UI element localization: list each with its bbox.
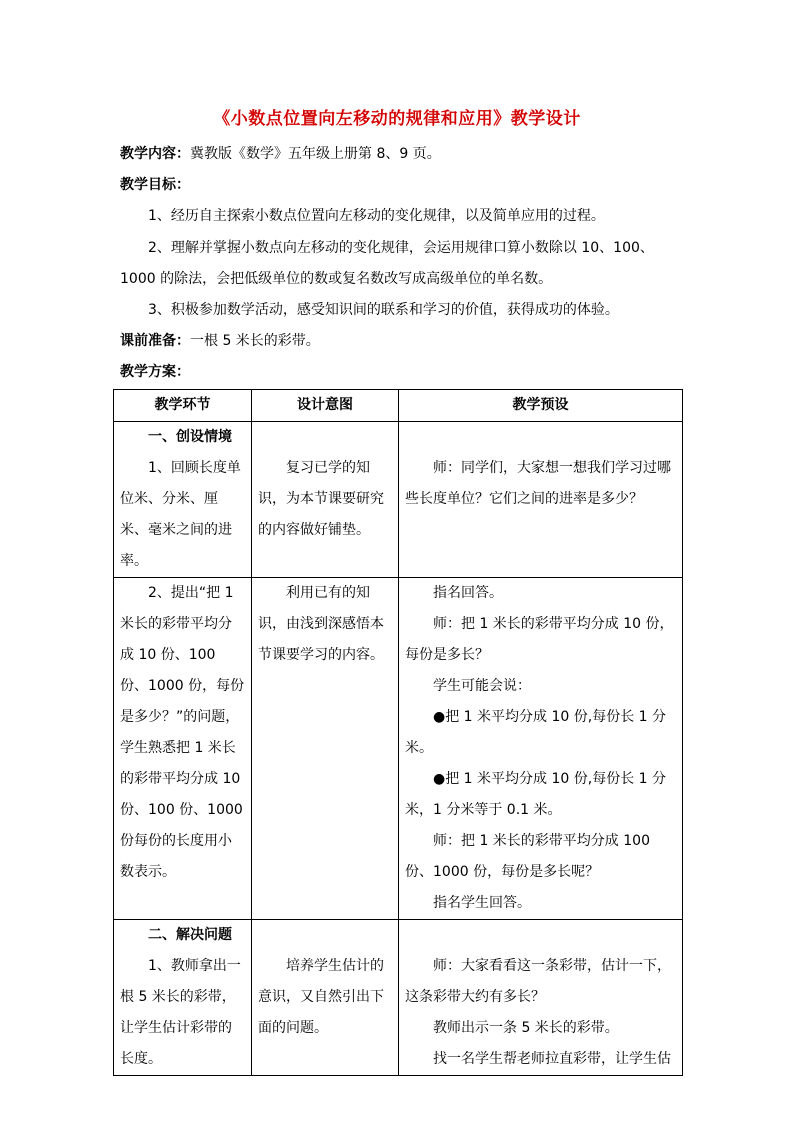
intent-cell xyxy=(252,578,399,920)
intent-text: 培养学生估计的意识，又自然引出下面的问题。 xyxy=(258,958,384,1036)
stage-cell xyxy=(114,422,252,578)
stage-text: 1、回顾长度单位米、分米、厘米、毫米之间的进率。 xyxy=(120,460,241,569)
preset-text: 教师出示一条 5 米长的彩带。 xyxy=(433,1020,619,1036)
prep-label: 课前准备： xyxy=(120,333,190,349)
intent-cell xyxy=(252,422,399,578)
preset-text: 师：把 1 米长的彩带平均分成 100 份、1000 份，每份是多长呢？ xyxy=(405,833,650,880)
plan-label: 教学方案： xyxy=(120,364,190,380)
table-row xyxy=(114,920,683,1076)
prep-line xyxy=(120,326,680,357)
prep-text: 一根 5 米长的彩带。 xyxy=(190,333,320,349)
header-preset: 教学预设 xyxy=(399,390,683,422)
plan-table xyxy=(113,389,683,1076)
intent-text: 利用已有的知识，由浅到深感悟本节课要学习的内容。 xyxy=(258,585,384,663)
preset-text: 学生可能会说： xyxy=(433,678,531,694)
objective-1: 1、经历自主探索小数点位置向左移动的变化规律，以及简单应用的过程。 xyxy=(148,208,605,224)
table-row xyxy=(114,578,683,920)
content-label: 教学内容： xyxy=(120,146,190,162)
table-row xyxy=(114,422,683,578)
stage-text: 1、教师拿出一根 5 米长的彩带，让学生估计彩带的长度。 xyxy=(120,958,241,1067)
objective-2: 2、理解并掌握小数点向左移动的变化规律，会运用规律口算小数除以 10、100、1000 的除法，会把低级单位的数或复名数改写成高级单位的单名数。 xyxy=(120,240,654,287)
intent-cell xyxy=(252,920,399,1076)
stage-cell xyxy=(114,920,252,1076)
stage-text: 2、提出“把 1 米长的彩带平均分成 10 份、100 份、1000 份，每份是多少？”的问题，学生熟悉把 1 米长的彩带平均分成 10 份、100 份、1000 份每份的长度用小数表示。 xyxy=(120,585,245,880)
preset-bullet: ●把 1 米平均分成 10 份,每份长 1 分米，1 分米等于 0.1 米。 xyxy=(405,771,666,818)
preset-text: 指名学生回答。 xyxy=(433,895,531,911)
header-intent: 设计意图 xyxy=(252,390,399,422)
content-text: 冀教版《数学》五年级上册第 8、9 页。 xyxy=(190,146,441,162)
preset-bullet: ●把 1 米平均分成 10 份,每份长 1 分米。 xyxy=(405,709,666,756)
preset-cell xyxy=(399,578,683,920)
preset-text: 师：同学们，大家想一想我们学习过哪些长度单位？它们之间的进率是多少？ xyxy=(405,460,671,507)
intent-text: 复习已学的知识，为本节课要研究的内容做好铺垫。 xyxy=(258,460,384,538)
preset-text: 指名回答。 xyxy=(433,585,503,601)
objective-3: 3、积极参加数学活动，感受知识间的联系和学习的价值，获得成功的体验。 xyxy=(148,302,619,318)
preset-text: 师：大家看看这一条彩带，估计一下，这条彩带大约有多长？ xyxy=(405,958,671,1005)
preset-text: 师：把 1 米长的彩带平均分成 10 份，每份是多长？ xyxy=(405,616,674,663)
table-header-row xyxy=(114,390,683,422)
preset-text: 找一名学生帮老师拉直彩带，让学生估 xyxy=(433,1051,671,1067)
section-title: 二、解决问题 xyxy=(148,927,232,943)
preset-cell xyxy=(399,920,683,1076)
preset-cell xyxy=(399,422,683,578)
header-stage: 教学环节 xyxy=(114,390,252,422)
page-title: 《小数点位置向左移动的规律和应用》教学设计 xyxy=(213,109,581,129)
section-title: 一、创设情境 xyxy=(148,429,232,445)
stage-cell xyxy=(114,578,252,920)
objectives-label: 教学目标： xyxy=(120,177,190,193)
content-line xyxy=(120,139,680,170)
